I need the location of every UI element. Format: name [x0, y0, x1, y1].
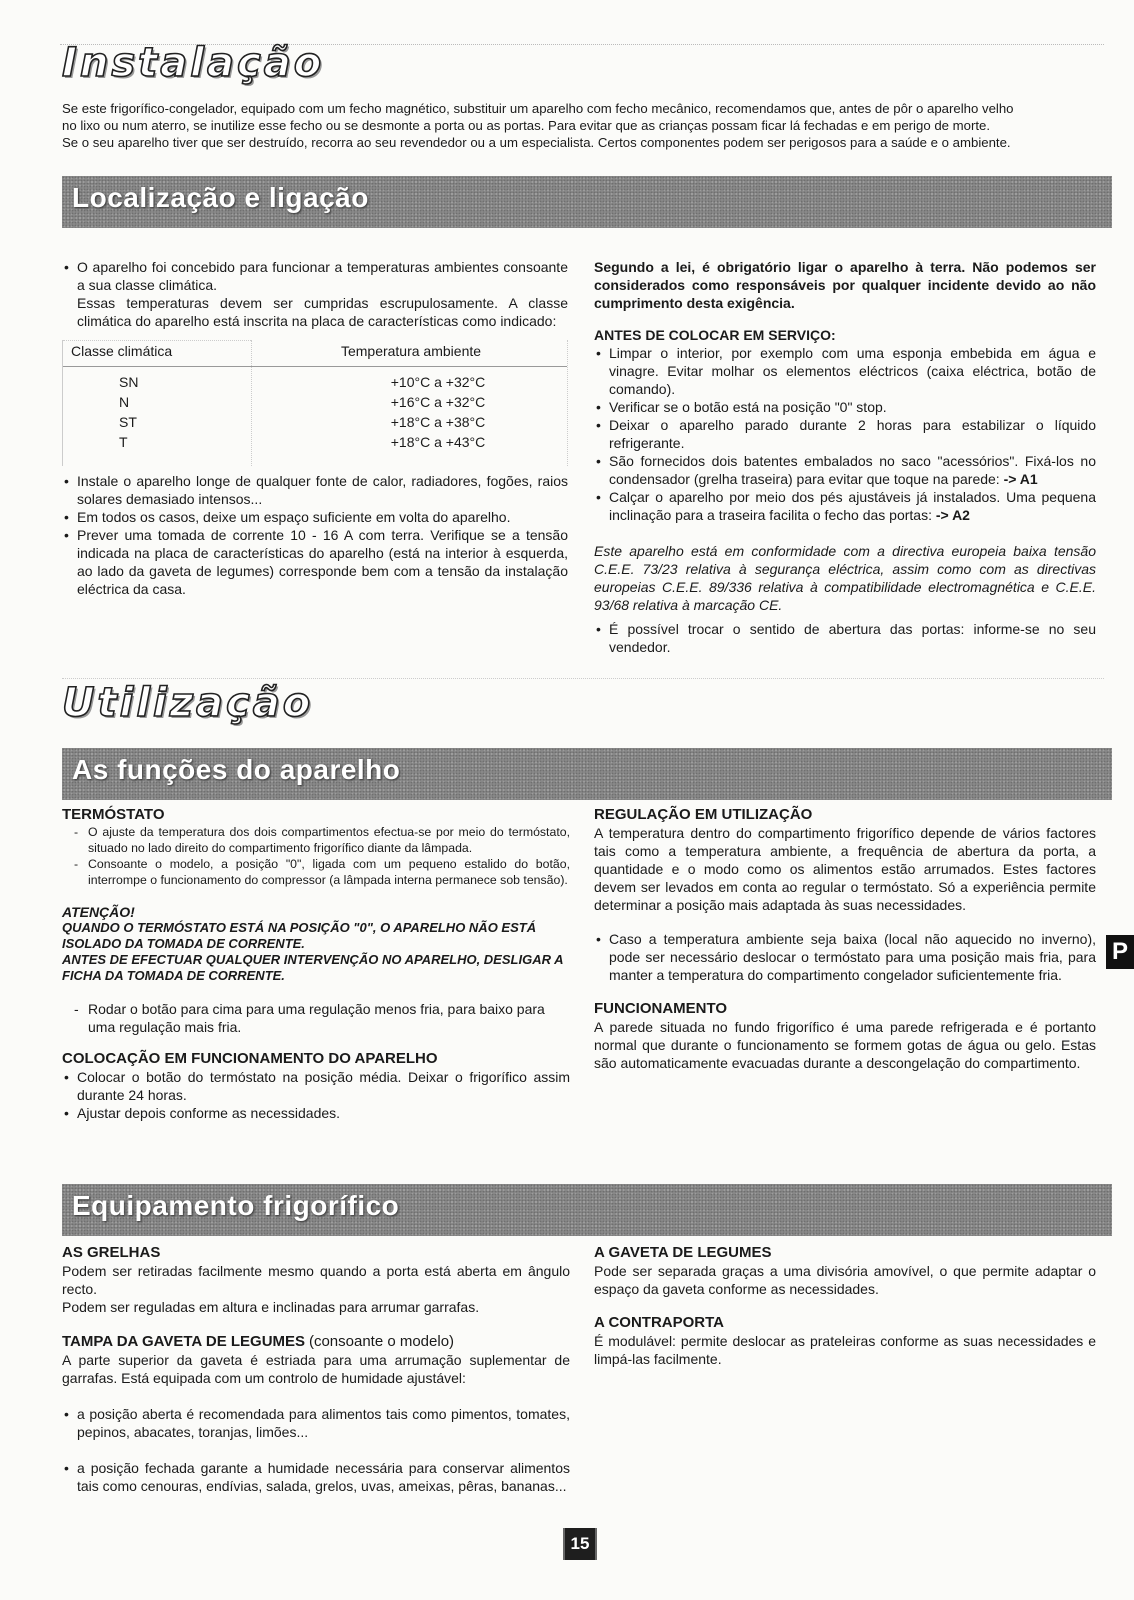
regulacao-text: A temperatura dentro do compartimento frigorífico depende de vários factores tais como a temperatura ambiente, a frequência de abertura da porta, a quantidade e o modo como os alimentos estão arrumados. Estes factores devem ser levados em conta ao regular o termóstato. Só a experiência permite determinar a posição mais adaptada às suas necessidades.	[594, 825, 1096, 913]
rodar-dash: - Rodar o botão para cima para uma regulação menos fria, para baixo para uma regulação mais fria.	[62, 1000, 570, 1036]
banner-funcoes	[62, 748, 1112, 800]
grelhas-text-2: Podem ser reguladas em altura e inclinadas para arrumar garrafas.	[62, 1299, 480, 1315]
antes-bullet-clean: • Limpar o interior, por exemplo com uma esponja embebida em água e vinagre. Evitar molhar os elementos eléctricos (caixa eléctrica, botão de comando).	[594, 344, 1096, 398]
atencao-block	[62, 904, 570, 984]
table-row	[63, 392, 569, 412]
atencao-heading: ATENÇÃO!	[62, 904, 135, 920]
table-cell-class: SN	[119, 374, 139, 390]
climate-intro-paragraph: Essas temperaturas devem ser cumpridas escrupulosamente. A classe climática do aparelho está inscrita na placa de características como indicado:	[77, 295, 568, 329]
section-divider	[62, 678, 1104, 679]
table-cell-class: T	[119, 434, 128, 450]
section-title-utilizacao: Utilização	[62, 680, 314, 726]
grelhas-text-1: Podem ser retiradas facilmente mesmo quando a porta está aberta em ângulo recto.	[62, 1263, 570, 1297]
table-cell-temperature: +10°C a +32°C	[390, 374, 486, 390]
gaveta-text: Pode ser separada graças a uma divisória amovível, o que permite adaptar o espaço da gaveta conforme as necessidades.	[594, 1263, 1096, 1297]
table-cell-class: N	[119, 394, 130, 410]
funcionamento-text: A parede situada no fundo frigorífico é uma parede refrigerada e é portanto normal que durante o funcionamento se formem gotas de água ou gelo. Estas são automaticamente evacuadas durante a descongelação do compartimento.	[594, 1019, 1096, 1071]
climate-class-table	[62, 340, 568, 466]
table-cell-class: ST	[119, 414, 137, 430]
table-cell-temperature: +18°C a +38°C	[390, 414, 486, 430]
table-header-class: Classe climática	[71, 343, 173, 359]
table-header-temperature: Temperatura ambiente	[340, 343, 482, 359]
localizacao-right-column	[594, 258, 1096, 656]
door-reversal-bullet: • É possível trocar o sentido de abertura das portas: informe-se no seu vendedor.	[594, 620, 1096, 656]
instalacao-line-3: Se o seu aparelho tiver que ser destruído, recorra ao seu revendedor ou a um especialista. Certos componentes podem ser perigosos para a saúde e o ambiente.	[62, 135, 1011, 150]
antes-bullet-feet-text: Calçar o aparelho por meio dos pés ajustáveis já instalados. Uma pequena inclinação para a traseira facilita o fecho das portas:	[609, 489, 1096, 523]
antes-bullet-stops	[594, 452, 1096, 488]
termostato-dash-1: - O ajuste da temperatura dos dois compartimentos efectua-se por meio do termóstato, situado no lado direito do compartimento frigorífico diante da lâmpada.	[62, 824, 570, 856]
banner-localizacao	[62, 176, 1112, 228]
antes-bullet-wait: • Deixar o aparelho parado durante 2 horas para estabilizar o líquido refrigerante.	[594, 416, 1096, 452]
antes-heading: ANTES DE COLOCAR EM SERVIÇO:	[594, 327, 836, 343]
figure-ref-a2: -> A2	[935, 507, 970, 523]
instalacao-text	[62, 100, 1122, 151]
tampa-heading-line	[62, 1332, 570, 1351]
antes-bullet-stops-text: São fornecidos dois batentes embalados no saco "acessórios". Fixá-los no condensador (grelha traseira) para evitar que toque na parede:	[609, 453, 1096, 487]
colocacao-heading: COLOCAÇÃO EM FUNCIONAMENTO DO APARELHO	[62, 1050, 438, 1067]
atencao-line-1: QUANDO O TERMÓSTATO ESTÁ NA POSIÇÃO "0", O APARELHO NÃO ESTÁ ISOLADO DA TOMADA DE CORRENTE.	[62, 920, 537, 951]
socket-bullet: • Prever uma tomada de corrente 10 - 16 A com terra. Verifique se a tensão indicada na placa de características do aparelho (está na interior à esquerda, ao lado da gaveta de legumes) corresponde bem com a tensão da instalação eléctrica da casa.	[62, 526, 568, 598]
contraporta-heading: A CONTRAPORTA	[594, 1314, 724, 1331]
colocacao-bullet-1: • Colocar o botão do termóstato na posição média. Deixar o frigorífico assim durante 24 horas.	[62, 1068, 570, 1104]
page-number: 15	[563, 1528, 597, 1560]
funcionamento-heading: FUNCIONAMENTO	[594, 1000, 728, 1017]
section-title-instalacao: Instalação	[62, 40, 325, 86]
tampa-heading-suffix: (consoante o modelo)	[308, 1333, 455, 1350]
antes-bullet-stop: • Verificar se o botão está na posição "0" stop.	[594, 398, 1096, 416]
table-row	[63, 432, 569, 452]
termostato-heading: TERMÓSTATO	[62, 806, 165, 823]
climate-intro-bullet: • O aparelho foi concebido para funcionar a temperaturas ambientes consoante a sua classe climática.	[62, 258, 568, 294]
equipamento-right-column	[594, 1244, 1096, 1368]
table-cell-temperature: +18°C a +43°C	[390, 434, 486, 450]
banner-equipamento	[62, 1184, 1112, 1236]
instalacao-line-2: no lixo ou num aterro, se inutilize esse fecho ou se desmonte a porta ou as portas. Para evitar que as crianças possam ficar lá fechadas e em perigo de morte.	[62, 118, 991, 133]
tampa-heading: TAMPA DA GAVETA DE LEGUMES	[62, 1333, 306, 1350]
language-tab: P	[1106, 935, 1134, 969]
table-cell-temperature: +16°C a +32°C	[390, 394, 486, 410]
tampa-bullet-open: • a posição aberta é recomendada para alimentos tais como pimentos, tomates, pepinos, abacates, toranjas, limões...	[62, 1405, 570, 1441]
localizacao-left-column	[62, 258, 568, 598]
grelhas-heading: AS GRELHAS	[62, 1244, 161, 1261]
colocacao-bullet-2: • Ajustar depois conforme as necessidades.	[62, 1104, 570, 1122]
equipamento-left-column	[62, 1244, 570, 1495]
antes-bullet-feet	[594, 488, 1096, 524]
gaveta-heading: A GAVETA DE LEGUMES	[594, 1244, 772, 1261]
tampa-text: A parte superior da gaveta é estriada para uma arrumação suplementar de garrafas. Está equipada com um controlo de humidade ajustável:	[62, 1352, 570, 1386]
banner-localizacao-title: Localização e ligação	[72, 182, 369, 213]
earthing-law-text: Segundo a lei, é obrigatório ligar o aparelho à terra. Não podemos ser considerados como responsáveis por qualquer incidente devido ao não cumprimento desta exigência.	[594, 259, 1096, 311]
termostato-dash-2: - Consoante o modelo, a posição "0", ligada com um pequeno estalido do botão, interrompe o funcionamento do compressor (a lâmpada interna permanece sob tensão).	[62, 856, 570, 888]
funcoes-right-column	[594, 806, 1096, 1072]
tampa-bullet-closed: • a posição fechada garante a humidade necessária para conservar alimentos tais como cenouras, endívias, salada, grelos, uvas, ameixas, pêras, bananas...	[62, 1459, 570, 1495]
install-location-bullet: • Instale o aparelho longe de qualquer fonte de calor, radiadores, fogões, raios solares demasiado intensos...	[62, 472, 568, 508]
eu-directive-text: Este aparelho está em conformidade com a directiva europeia baixa tensão C.E.E. 73/23 relativa à segurança eléctrica, assim como com as directivas europeias C.E.E. 89/336 relativa à compatibilidade electromagnética e C.E.E. 93/68 relativa à marcação CE.	[594, 543, 1096, 613]
figure-ref-a1: -> A1	[1003, 471, 1038, 487]
funcoes-left-column	[62, 806, 570, 1122]
space-bullet: • Em todos os casos, deixe um espaço suficiente em volta do aparelho.	[62, 508, 568, 526]
banner-equipamento-title: Equipamento frigorífico	[72, 1190, 400, 1221]
atencao-line-2: ANTES DE EFECTUAR QUALQUER INTERVENÇÃO NO APARELHO, DESLIGAR A FICHA DA TOMADA DE CORRENTE.	[62, 952, 564, 983]
instalacao-line-1: Se este frigorífico-congelador, equipado com um fecho magnético, substituir um aparelho com fecho mecânico, recomendamos que, antes de pôr o aparelho velho	[62, 101, 1014, 116]
contraporta-text: É modulável: permite deslocar as prateleiras conforme as suas necessidades e limpá-las facilmente.	[594, 1333, 1096, 1367]
table-row	[63, 412, 569, 432]
table-row	[63, 372, 569, 392]
banner-funcoes-title: As funções do aparelho	[72, 754, 401, 785]
regulacao-bullet: • Caso a temperatura ambiente seja baixa (local não aquecido no inverno), pode ser necessário deslocar o termóstato para uma posição mais fria, para manter a temperatura do compartimento congelador suficientemente fria.	[594, 930, 1096, 984]
regulacao-heading: REGULAÇÃO EM UTILIZAÇÃO	[594, 806, 813, 823]
